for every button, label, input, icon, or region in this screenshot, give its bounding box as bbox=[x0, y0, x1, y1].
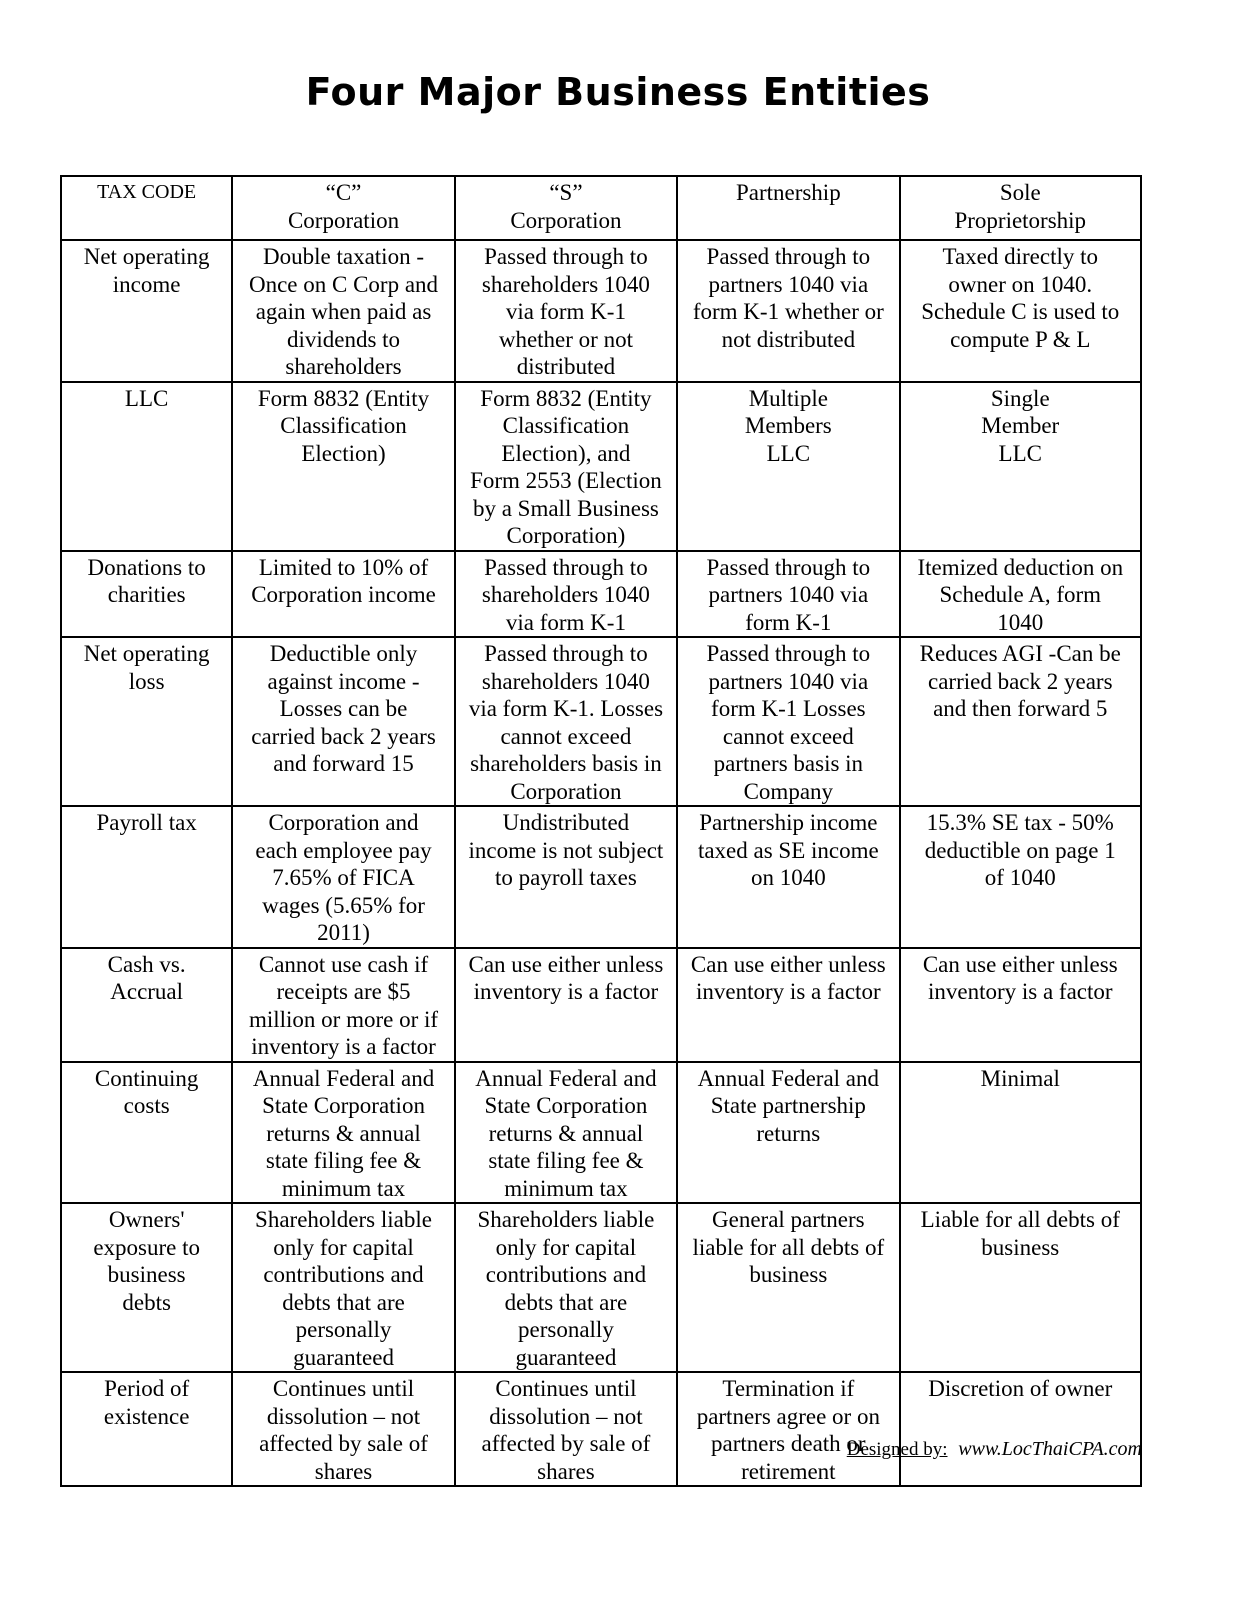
cell-partnership: Multiple Members LLC bbox=[677, 382, 899, 551]
cell-c-corp: Form 8832 (Entity Classification Election) bbox=[232, 382, 454, 551]
cell-partnership: Passed through to partners 1040 via form K-1 Losses cannot exceed partners basis in Company bbox=[677, 637, 899, 806]
row-label: Period of existence bbox=[61, 1372, 232, 1486]
header-c-corporation: “C” Corporation bbox=[232, 176, 454, 240]
cell-s-corp: Undistributed income is not subject to payroll taxes bbox=[455, 806, 677, 948]
row-label: Owners' exposure to business debts bbox=[61, 1203, 232, 1372]
row-label: Cash vs. Accrual bbox=[61, 948, 232, 1062]
page-title: Four Major Business Entities bbox=[305, 70, 931, 114]
footer-website: www.LocThaiCPA.com bbox=[958, 1438, 1142, 1460]
table-row bbox=[61, 806, 1141, 948]
cell-s-corp: Passed through to shareholders 1040 via form K-1 whether or not distributed bbox=[455, 240, 677, 382]
row-label: Net operating loss bbox=[61, 637, 232, 806]
header-s-corporation: “S” Corporation bbox=[455, 176, 677, 240]
table-row bbox=[61, 551, 1141, 638]
table-row bbox=[61, 1062, 1141, 1204]
cell-partnership: Passed through to partners 1040 via form K-1 bbox=[677, 551, 899, 638]
cell-s-corp: Can use either unless inventory is a factor bbox=[455, 948, 677, 1062]
table-row bbox=[61, 637, 1141, 806]
row-label: Donations to charities bbox=[61, 551, 232, 638]
header-sole-proprietorship: Sole Proprietorship bbox=[900, 176, 1141, 240]
cell-c-corp: Cannot use cash if receipts are $5 million or more or if inventory is a factor bbox=[232, 948, 454, 1062]
cell-c-corp: Annual Federal and State Corporation returns & annual state filing fee & minimum tax bbox=[232, 1062, 454, 1204]
cell-c-corp: Shareholders liable only for capital contributions and debts that are personally guaranteed bbox=[232, 1203, 454, 1372]
cell-s-corp: Passed through to shareholders 1040 via form K-1. Losses cannot exceed shareholders basis in Corporation bbox=[455, 637, 677, 806]
cell-partnership: Annual Federal and State partnership returns bbox=[677, 1062, 899, 1204]
cell-c-corp: Limited to 10% of Corporation income bbox=[232, 551, 454, 638]
cell-s-corp: Continues until dissolution – not affected by sale of shares bbox=[455, 1372, 677, 1486]
cell-s-corp: Passed through to shareholders 1040 via form K-1 bbox=[455, 551, 677, 638]
footer-credit bbox=[847, 1438, 1142, 1461]
cell-partnership: Can use either unless inventory is a factor bbox=[677, 948, 899, 1062]
footer-label: Designed by: bbox=[846, 1439, 948, 1460]
cell-c-corp: Corporation and each employee pay 7.65% of FICA wages (5.65% for 2011) bbox=[232, 806, 454, 948]
table-row bbox=[61, 948, 1141, 1062]
cell-sole-prop: Single Member LLC bbox=[900, 382, 1141, 551]
cell-sole-prop: Liable for all debts of business bbox=[900, 1203, 1141, 1372]
row-label: Net operating income bbox=[61, 240, 232, 382]
cell-partnership: Partnership income taxed as SE income on 1040 bbox=[677, 806, 899, 948]
cell-sole-prop: Minimal bbox=[900, 1062, 1141, 1204]
cell-c-corp: Deductible only against income - Losses can be carried back 2 years and forward 15 bbox=[232, 637, 454, 806]
cell-sole-prop: Itemized deduction on Schedule A, form 1040 bbox=[900, 551, 1141, 638]
header-partnership: Partnership bbox=[677, 176, 899, 240]
cell-partnership: General partners liable for all debts of business bbox=[677, 1203, 899, 1372]
entities-table bbox=[60, 175, 1142, 1487]
cell-c-corp: Continues until dissolution – not affected by sale of shares bbox=[232, 1372, 454, 1486]
row-label: Payroll tax bbox=[61, 806, 232, 948]
table-row bbox=[61, 1372, 1141, 1486]
cell-s-corp: Shareholders liable only for capital contributions and debts that are personally guaranteed bbox=[455, 1203, 677, 1372]
cell-sole-prop: Reduces AGI -Can be carried back 2 years and then forward 5 bbox=[900, 637, 1141, 806]
cell-c-corp: Double taxation - Once on C Corp and again when paid as dividends to shareholders bbox=[232, 240, 454, 382]
cell-s-corp: Form 8832 (Entity Classification Election), and Form 2553 (Election by a Small Business Corporation) bbox=[455, 382, 677, 551]
cell-partnership: Passed through to partners 1040 via form K-1 whether or not distributed bbox=[677, 240, 899, 382]
header-row bbox=[61, 176, 1141, 240]
cell-s-corp: Annual Federal and State Corporation returns & annual state filing fee & minimum tax bbox=[455, 1062, 677, 1204]
cell-sole-prop: Can use either unless inventory is a factor bbox=[900, 948, 1141, 1062]
table-row bbox=[61, 382, 1141, 551]
cell-sole-prop: Discretion of owner bbox=[900, 1372, 1141, 1486]
table-row bbox=[61, 240, 1141, 382]
row-label: Continuing costs bbox=[61, 1062, 232, 1204]
header-tax-code: TAX CODE bbox=[61, 176, 232, 240]
cell-partnership: Termination if partners agree or on partners death or retirement bbox=[677, 1372, 899, 1486]
cell-sole-prop: 15.3% SE tax - 50% deductible on page 1 of 1040 bbox=[900, 806, 1141, 948]
table-row bbox=[61, 1203, 1141, 1372]
row-label: LLC bbox=[61, 382, 232, 551]
cell-sole-prop: Taxed directly to owner on 1040. Schedule C is used to compute P & L bbox=[900, 240, 1141, 382]
